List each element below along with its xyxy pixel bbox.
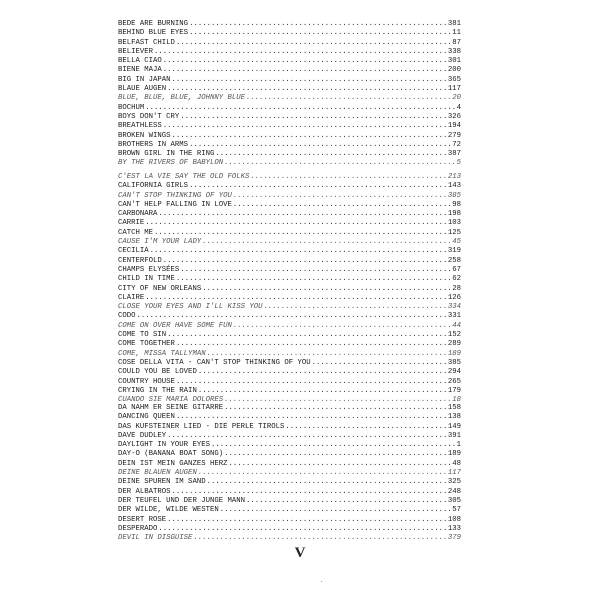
page-number: 98 xyxy=(452,200,461,209)
page-number: 108 xyxy=(447,515,461,524)
page-number: 326 xyxy=(447,112,461,121)
dot-leader xyxy=(163,66,447,75)
page-number: 20 xyxy=(452,94,461,103)
song-title: BLAUE AUGEN xyxy=(118,85,167,94)
index-entry xyxy=(118,525,461,534)
index-entry xyxy=(118,229,461,238)
dot-leader xyxy=(285,423,446,432)
dot-leader xyxy=(250,173,446,182)
index-entry xyxy=(118,48,461,57)
dot-leader xyxy=(172,132,447,141)
dot-leader xyxy=(167,331,447,340)
dot-leader xyxy=(167,516,447,525)
dot-leader xyxy=(207,478,447,487)
index-section-b xyxy=(118,20,461,169)
song-title: CLAIRE xyxy=(118,293,145,302)
dot-leader xyxy=(224,159,456,168)
song-title: CAN'T HELP FALLING IN LOVE xyxy=(118,200,232,209)
page-number: 381 xyxy=(447,20,461,28)
page-number: 385 xyxy=(447,191,461,200)
song-title: COUNTRY HOUSE xyxy=(118,377,175,386)
song-title: CECILIA xyxy=(118,247,149,256)
song-title: BOCHUM xyxy=(118,103,145,112)
dot-leader xyxy=(193,534,446,543)
index-entry xyxy=(118,29,461,38)
song-title: BEDE ARE BURNING xyxy=(118,20,189,28)
song-title: DAYLIGHT IN YOUR EYES xyxy=(118,441,210,450)
dot-leader xyxy=(233,192,447,201)
index-entry xyxy=(118,39,461,48)
song-title: CARRIE xyxy=(118,219,145,228)
index-entry xyxy=(118,275,461,284)
page-number: 62 xyxy=(452,275,461,284)
song-title: DER TEUFEL UND DER JUNGE MANN xyxy=(118,496,245,505)
page-number: 149 xyxy=(447,422,461,431)
index-entry xyxy=(118,441,461,450)
dot-leader xyxy=(163,57,447,66)
page-number: 385 xyxy=(447,358,461,367)
song-title: BELLA CIAO xyxy=(118,57,162,66)
index-entry xyxy=(118,159,461,168)
page-number: 4 xyxy=(456,103,461,112)
index-entry xyxy=(118,387,461,396)
index-section-c xyxy=(118,173,461,405)
page-number: 325 xyxy=(447,478,461,487)
index-entry xyxy=(118,113,461,122)
page-number: 126 xyxy=(447,293,461,302)
dot-leader xyxy=(167,85,447,94)
index-entry xyxy=(118,104,461,113)
page-number: 279 xyxy=(447,131,461,140)
song-title: DAY-O (BANANA BOAT SONG) xyxy=(118,450,224,459)
dot-leader xyxy=(246,497,447,506)
song-title: BIG IN JAPAN xyxy=(118,75,171,84)
page-number: 391 xyxy=(447,431,461,440)
dot-leader xyxy=(154,229,447,238)
page-number: 200 xyxy=(447,66,461,75)
page-number: 189 xyxy=(447,349,461,358)
dot-leader xyxy=(176,378,447,387)
index-entry xyxy=(118,303,461,312)
song-title: CHILD IN TIME xyxy=(118,275,175,284)
page-number: 258 xyxy=(447,256,461,265)
index-entry xyxy=(118,66,461,75)
index-section-d xyxy=(118,404,461,543)
index-entry xyxy=(118,20,461,29)
index-entry xyxy=(118,497,461,506)
index-entry xyxy=(118,122,461,131)
page-number: 28 xyxy=(452,284,461,293)
dot-leader xyxy=(154,48,447,57)
page-number: 133 xyxy=(447,524,461,533)
page-number: 334 xyxy=(447,303,461,312)
page-number: 152 xyxy=(447,331,461,340)
index-entry xyxy=(118,450,461,459)
page-number: 387 xyxy=(447,150,461,159)
page-number: 338 xyxy=(447,47,461,56)
dot-leader xyxy=(246,94,451,103)
song-title: DA NAHM ER SEINE GITARRE xyxy=(118,404,224,412)
dot-leader xyxy=(189,141,451,150)
page-number: 5 xyxy=(456,159,461,168)
song-title: COSE DELLA VITA - CAN'T STOP THINKING OF YOU xyxy=(118,358,311,367)
page-number: 158 xyxy=(447,404,461,412)
dot-leader xyxy=(180,266,451,275)
index-entry xyxy=(118,340,461,349)
song-title: CALIFORNIA GIRLS xyxy=(118,182,189,191)
song-title: CAN'T STOP THINKING OF YOU xyxy=(118,191,232,200)
page-number: 11 xyxy=(452,29,461,38)
index-entry xyxy=(118,506,461,515)
scan-speck xyxy=(321,581,322,582)
index-entry xyxy=(118,210,461,219)
song-title: DAS KUFSTEINER LIED - DIE PERLE TIROLS xyxy=(118,422,285,431)
page-number: 125 xyxy=(447,228,461,237)
song-title: CRYING IN THE RAIN xyxy=(118,386,197,395)
page-number: 294 xyxy=(447,368,461,377)
dot-leader xyxy=(202,238,451,247)
song-title: BY THE RIVERS OF BABYLON xyxy=(118,159,224,168)
index-entry xyxy=(118,85,461,94)
page-number: 331 xyxy=(447,312,461,321)
song-title: CODO xyxy=(118,312,136,321)
index-entry xyxy=(118,257,461,266)
index-entry xyxy=(118,413,461,422)
index-entry xyxy=(118,331,461,340)
song-title: DER WILDE, WILDE WESTEN xyxy=(118,506,219,515)
song-title: COME TOGETHER xyxy=(118,340,175,349)
dot-leader xyxy=(189,29,451,38)
dot-leader xyxy=(150,247,447,256)
song-title: BELIEVER xyxy=(118,47,154,56)
song-title: COME, MISSA TALLYMAN xyxy=(118,349,206,358)
page-number: 45 xyxy=(452,238,461,247)
index-entry xyxy=(118,423,461,432)
page-number: 143 xyxy=(447,182,461,191)
index-entry xyxy=(118,57,461,66)
dot-leader xyxy=(180,113,447,122)
song-title: DESPERADO xyxy=(118,524,158,533)
song-title: DEVIL IN DISGUISE xyxy=(118,534,193,543)
song-title: CLOSE YOUR EYES AND I'LL KISS YOU xyxy=(118,303,263,312)
index-entry xyxy=(118,294,461,303)
song-title: CATCH ME xyxy=(118,228,154,237)
page-number: 103 xyxy=(447,219,461,228)
dot-leader xyxy=(172,76,447,85)
dot-leader xyxy=(145,104,455,113)
index-entry xyxy=(118,432,461,441)
index-entry xyxy=(118,238,461,247)
index-entry xyxy=(118,322,461,331)
song-title: DEINE SPUREN IM SAND xyxy=(118,478,206,487)
dot-leader xyxy=(145,219,447,228)
page-number: 213 xyxy=(447,173,461,181)
index-entry xyxy=(118,173,461,182)
page-number: 67 xyxy=(452,265,461,274)
index-entry xyxy=(118,368,461,377)
page-number: 365 xyxy=(447,75,461,84)
page-number: 248 xyxy=(447,487,461,496)
page-folio: V xyxy=(294,545,306,561)
song-title: CUANDO SIE MARIA DOLORES xyxy=(118,396,224,405)
dot-leader xyxy=(215,150,447,159)
dot-leader xyxy=(145,294,447,303)
index-entry xyxy=(118,378,461,387)
page-number: 179 xyxy=(447,386,461,395)
song-title: C'EST LA VIE SAY THE OLD FOLKS xyxy=(118,173,250,181)
song-title: CHAMPS ELYSÉES xyxy=(118,265,180,274)
dot-leader xyxy=(172,488,447,497)
index-entry xyxy=(118,247,461,256)
song-title: DANCING QUEEN xyxy=(118,413,175,422)
dot-leader xyxy=(189,182,447,191)
song-title: CAUSE I'M YOUR LADY xyxy=(118,238,202,247)
song-title: BROTHERS IN ARMS xyxy=(118,140,189,149)
song-title: DAVE DUDLEY xyxy=(118,431,167,440)
page-number: 87 xyxy=(452,38,461,47)
dot-leader xyxy=(264,303,447,312)
song-title: BOYS DON'T CRY xyxy=(118,112,180,121)
page-number: 44 xyxy=(452,321,461,330)
index-entry xyxy=(118,182,461,191)
index-entry xyxy=(118,516,461,525)
dot-leader xyxy=(176,39,451,48)
page-number: 18 xyxy=(452,396,461,405)
page-number: 72 xyxy=(452,140,461,149)
index-entry xyxy=(118,201,461,210)
song-title: BELFAST CHILD xyxy=(118,38,175,47)
song-title: BLUE, BLUE, BLUE, JOHNNY BLUE xyxy=(118,94,245,103)
page-number: 379 xyxy=(447,534,461,543)
song-title: BEHIND BLUE EYES xyxy=(118,29,189,38)
page-number: 289 xyxy=(447,340,461,349)
index-entry xyxy=(118,488,461,497)
dot-leader xyxy=(176,275,451,284)
index-entry xyxy=(118,285,461,294)
song-title: COME TO SIN xyxy=(118,331,167,340)
dot-leader xyxy=(233,322,451,331)
dot-leader xyxy=(224,450,447,459)
song-title: CENTERFOLD xyxy=(118,256,162,265)
page-number: 194 xyxy=(447,122,461,131)
song-title: DEIN IST MEIN GANZES HERZ xyxy=(118,459,228,468)
page-number: 301 xyxy=(447,57,461,66)
index-entry xyxy=(118,350,461,359)
dot-leader xyxy=(220,506,452,515)
index-entry xyxy=(118,141,461,150)
index-entry xyxy=(118,219,461,228)
song-title: DER ALBATROS xyxy=(118,487,171,496)
dot-leader xyxy=(211,441,456,450)
song-title: CARBONARA xyxy=(118,210,158,219)
page-number: 265 xyxy=(447,377,461,386)
page-number: 117 xyxy=(447,85,461,94)
song-title: COME ON OVER HAVE SOME FUN xyxy=(118,321,232,330)
dot-leader xyxy=(163,122,447,131)
index-entry xyxy=(118,404,461,413)
dot-leader xyxy=(202,285,451,294)
dot-leader xyxy=(233,201,451,210)
page-number: 319 xyxy=(447,247,461,256)
dot-leader xyxy=(228,460,451,469)
page-number: 198 xyxy=(447,210,461,219)
song-title: BREATHLESS xyxy=(118,122,162,131)
page-number: 189 xyxy=(447,450,461,459)
page-number: 1 xyxy=(456,441,461,450)
song-title: DEINE BLAUEN AUGEN xyxy=(118,469,197,478)
dot-leader xyxy=(137,312,447,321)
index-entry xyxy=(118,132,461,141)
index-entry xyxy=(118,460,461,469)
song-title: BIENE MAJA xyxy=(118,66,162,75)
index-entry xyxy=(118,534,461,543)
dot-leader xyxy=(198,387,447,396)
page-number: 138 xyxy=(447,413,461,422)
index-entry xyxy=(118,150,461,159)
index-entry xyxy=(118,94,461,103)
dot-leader xyxy=(167,432,447,441)
dot-leader xyxy=(158,525,446,534)
song-title: COULD YOU BE LOVED xyxy=(118,368,197,377)
song-title: BROKEN WINGS xyxy=(118,131,171,140)
dot-leader xyxy=(198,368,447,377)
dot-leader xyxy=(176,340,447,349)
index-entry xyxy=(118,76,461,85)
dot-leader xyxy=(198,469,447,478)
index-entry xyxy=(118,469,461,478)
dot-leader xyxy=(189,20,447,29)
dot-leader xyxy=(207,350,447,359)
dot-leader xyxy=(312,359,447,368)
page-number: 117 xyxy=(447,469,461,478)
index-entry xyxy=(118,359,461,368)
song-title: BROWN GIRL IN THE RING xyxy=(118,150,215,159)
page-number: 305 xyxy=(447,496,461,505)
dot-leader xyxy=(224,404,447,413)
index-entry xyxy=(118,312,461,321)
song-title: DESERT ROSE xyxy=(118,515,167,524)
page-number: 48 xyxy=(452,459,461,468)
index-entry xyxy=(118,192,461,201)
song-title: CITY OF NEW ORLEANS xyxy=(118,284,202,293)
dot-leader xyxy=(163,257,447,266)
dot-leader xyxy=(158,210,446,219)
dot-leader xyxy=(176,413,447,422)
index-entry xyxy=(118,478,461,487)
index-entry xyxy=(118,266,461,275)
page-number: 57 xyxy=(452,506,461,515)
